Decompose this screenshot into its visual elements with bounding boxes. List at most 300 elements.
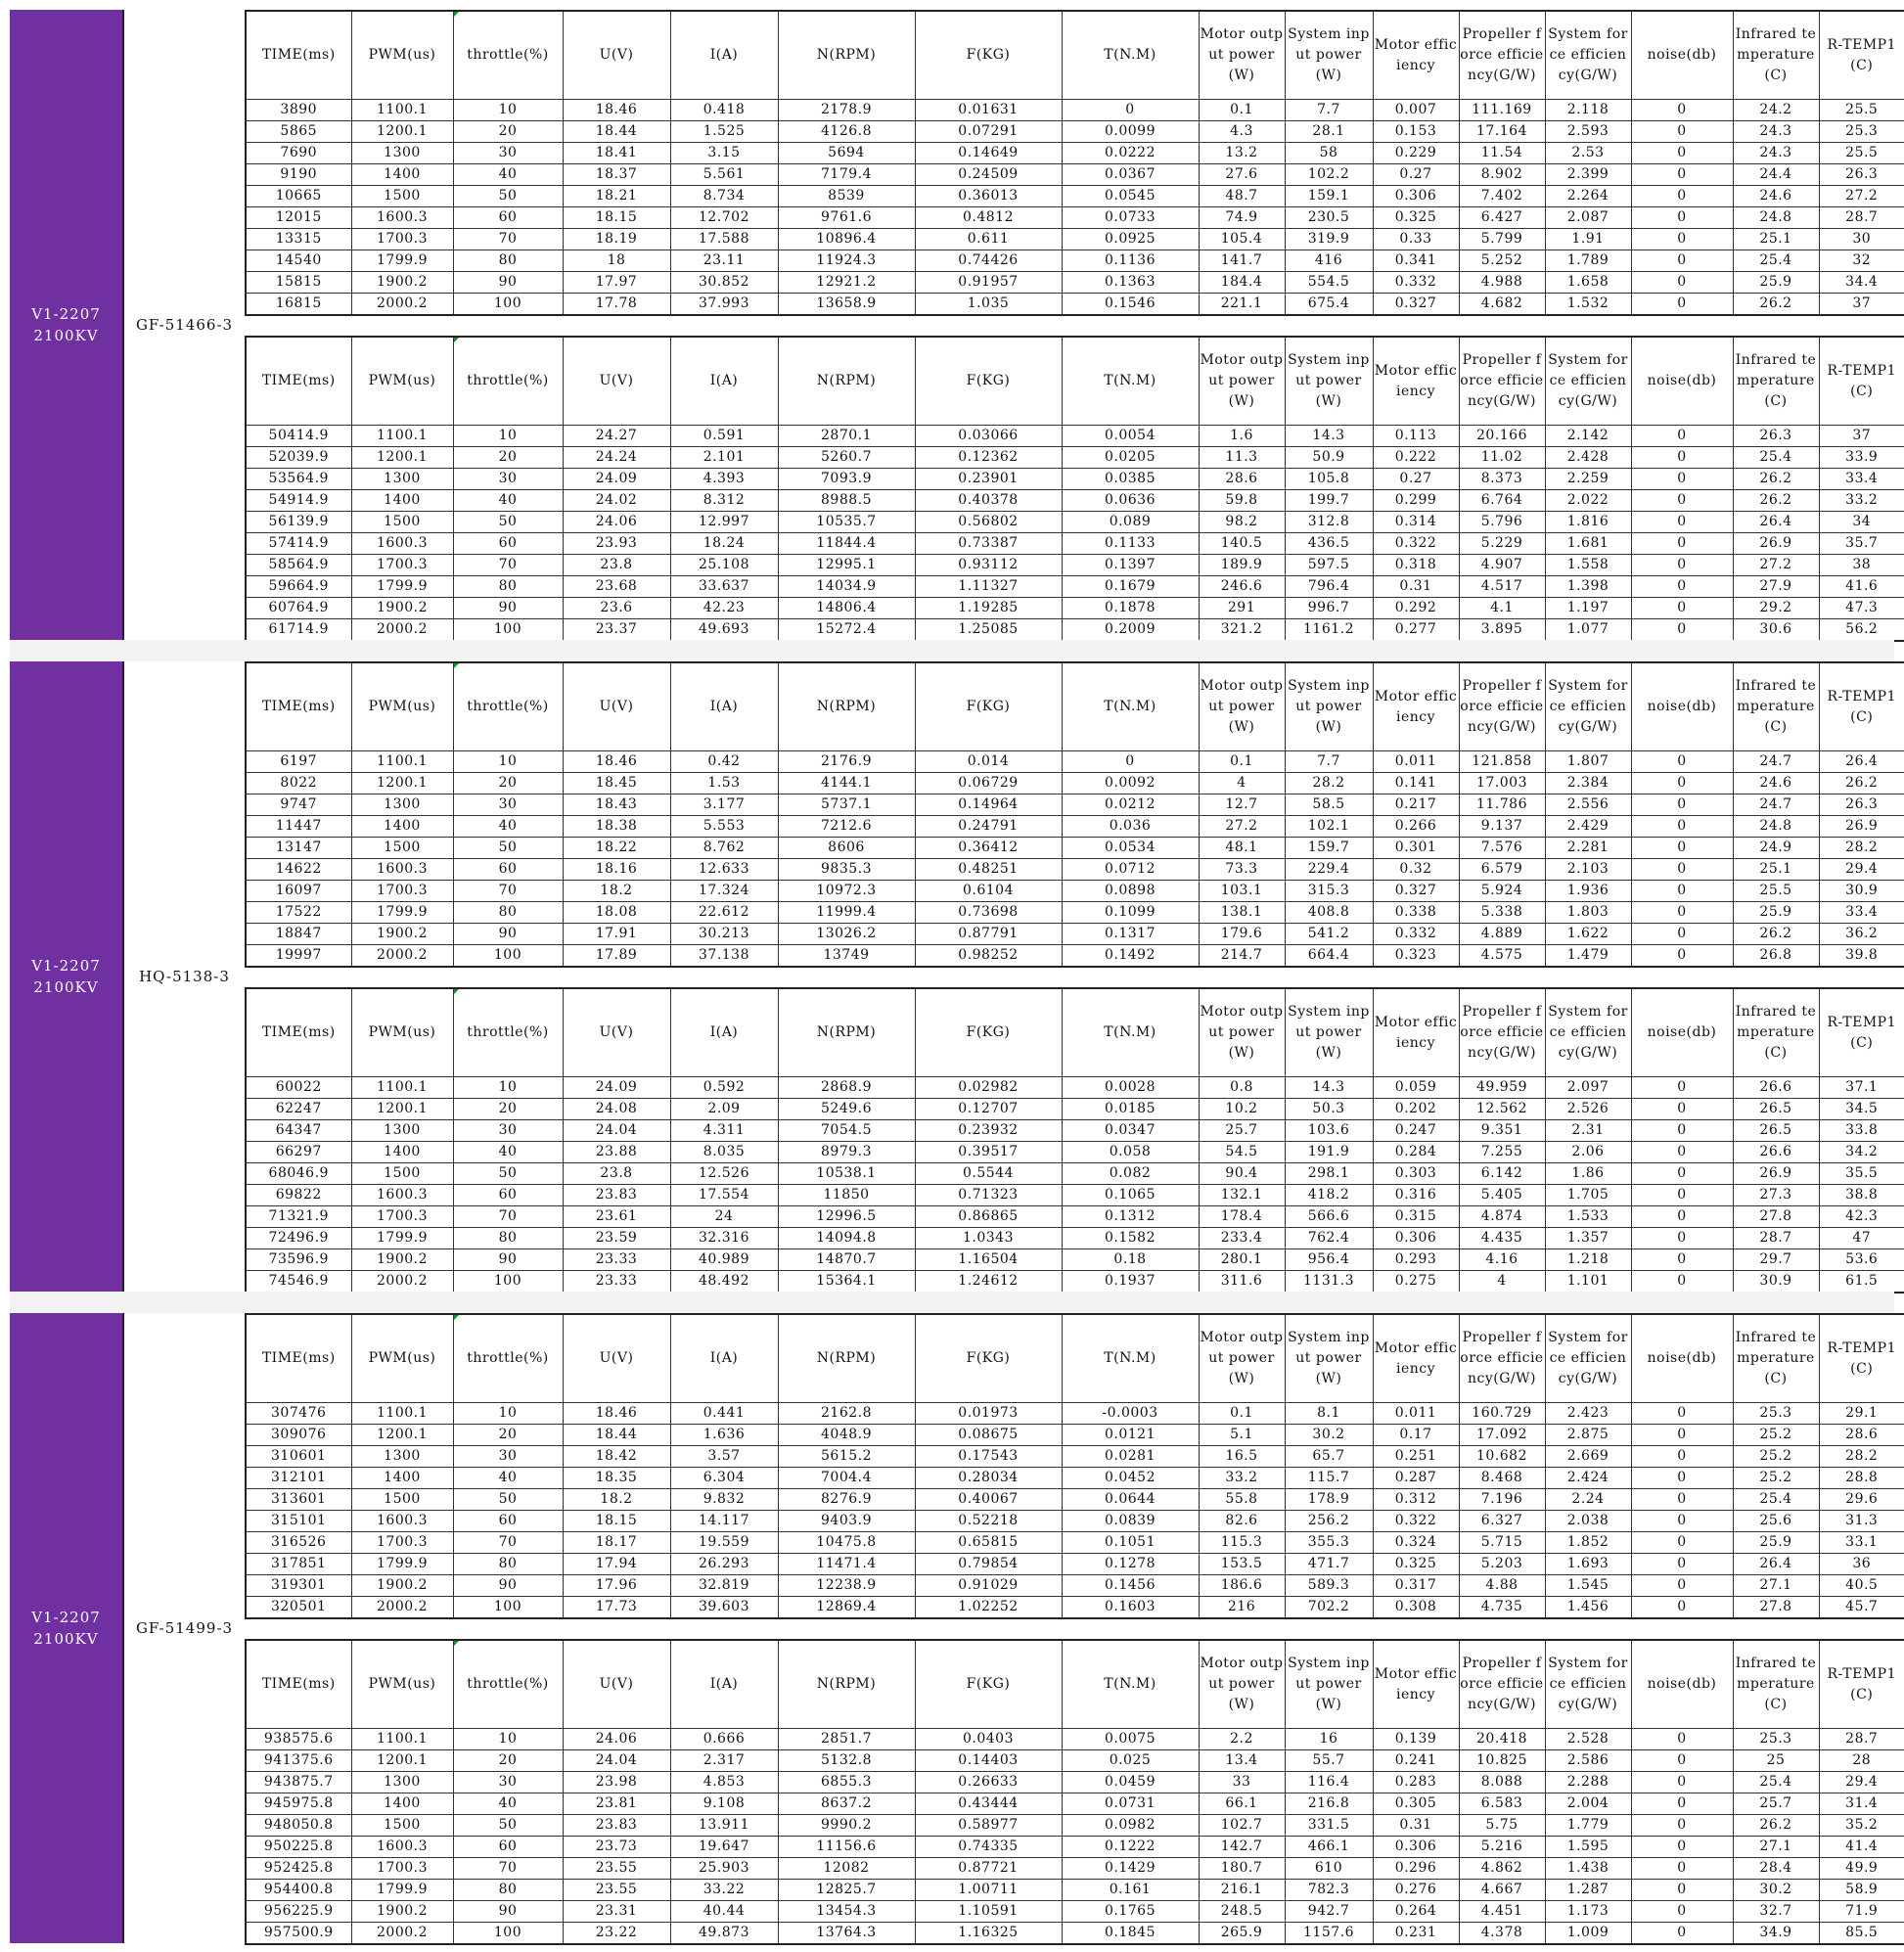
table-cell: 1799.9 (351, 576, 453, 598)
table-cell: 1.101 (1545, 1271, 1631, 1294)
table-cell: 0.277 (1373, 619, 1459, 642)
table-cell: 5.561 (670, 164, 778, 186)
table-cell: 1.705 (1545, 1185, 1631, 1206)
table-cell: 597.5 (1285, 555, 1373, 576)
table-cell: 9990.2 (778, 1815, 915, 1837)
table-cell: 23.61 (563, 1206, 670, 1228)
table-cell: 18.37 (563, 164, 670, 186)
table-row (246, 1793, 1904, 1815)
table-cell: 2.103 (1545, 859, 1631, 881)
table-cell: 54914.9 (246, 490, 351, 512)
table-cell: 1799.9 (351, 1554, 453, 1575)
table-cell: 18.2 (563, 1489, 670, 1511)
table-cell: 1600.3 (351, 1511, 453, 1532)
table-row (246, 1249, 1904, 1271)
column-header: TIME(ms) (246, 1314, 351, 1403)
table-cell: 1.24612 (915, 1271, 1062, 1294)
table-cell: 40 (453, 164, 563, 186)
column-header: T(N.M) (1062, 988, 1199, 1077)
table-row (246, 1729, 1904, 1750)
table-cell: 25.7 (1199, 1120, 1285, 1142)
table-cell: 1700.3 (351, 1858, 453, 1880)
column-header: System input power(W) (1285, 1314, 1373, 1403)
table-cell: 30.213 (670, 924, 778, 945)
table-cell: 19997 (246, 945, 351, 968)
table-cell: 1900.2 (351, 272, 453, 294)
table-cell: 2.264 (1545, 186, 1631, 207)
table-cell: 1.53 (670, 773, 778, 794)
table-cell: 1.807 (1545, 751, 1631, 773)
table-row (246, 902, 1904, 924)
table-cell: 15815 (246, 272, 351, 294)
table-cell: 9747 (246, 794, 351, 816)
table-cell: 0.74426 (915, 250, 1062, 272)
table-cell: 18.15 (563, 1511, 670, 1532)
motor-group (10, 1313, 1894, 1943)
table-cell: 23.33 (563, 1271, 670, 1294)
table-cell: 25 (1733, 1750, 1819, 1772)
table-cell: 554.5 (1285, 272, 1373, 294)
table-cell: 0.0839 (1062, 1511, 1199, 1532)
table-cell: 35.7 (1819, 533, 1904, 555)
table-cell: 39.8 (1819, 945, 1904, 968)
column-header: Motor efficiency (1373, 11, 1459, 100)
table-cell: 0 (1062, 751, 1199, 773)
table-cell: 178.9 (1285, 1489, 1373, 1511)
table-cell: 37.138 (670, 945, 778, 968)
table-cell: 103.1 (1199, 881, 1285, 902)
table-cell: 3.57 (670, 1446, 778, 1468)
table-cell: 0.1492 (1062, 945, 1199, 968)
table-cell: 23.83 (563, 1815, 670, 1837)
table-cell: 0 (1631, 1837, 1733, 1858)
table-cell: 1157.6 (1285, 1923, 1373, 1945)
column-header: PWM(us) (351, 988, 453, 1077)
table-cell: 0.42 (670, 751, 778, 773)
table-cell: 60 (453, 1511, 563, 1532)
table-cell: 7.7 (1285, 751, 1373, 773)
table-cell: 2.118 (1545, 100, 1631, 121)
column-header: R-TEMP1(C) (1819, 662, 1904, 751)
table-cell: 1.525 (670, 121, 778, 143)
table-cell: 0.0075 (1062, 1729, 1199, 1750)
table-cell: 2000.2 (351, 945, 453, 968)
table-cell: 19.559 (670, 1532, 778, 1554)
table-row (246, 1163, 1904, 1185)
column-header: R-TEMP1(C) (1819, 988, 1904, 1077)
table-cell: 1.19285 (915, 598, 1062, 619)
table-cell: 317851 (246, 1554, 351, 1575)
table-cell: 11156.6 (778, 1837, 915, 1858)
table-cell: 0.153 (1373, 121, 1459, 143)
table-cell: 0.6104 (915, 881, 1062, 902)
column-header: U(V) (563, 11, 670, 100)
table-cell: 0.036 (1062, 816, 1199, 838)
table-cell: 1.595 (1545, 1837, 1631, 1858)
table-cell: 18.15 (563, 207, 670, 229)
table-cell: 0.011 (1373, 751, 1459, 773)
table-cell: 24.8 (1733, 207, 1819, 229)
column-header: noise(db) (1631, 337, 1733, 426)
table-cell: 0 (1631, 555, 1733, 576)
table-cell: 121.858 (1459, 751, 1545, 773)
table-cell: 33.4 (1819, 469, 1904, 490)
table-cell: 4.451 (1459, 1901, 1545, 1923)
table-cell: 18.19 (563, 229, 670, 250)
table-cell: 6.579 (1459, 859, 1545, 881)
table-cell: 6197 (246, 751, 351, 773)
table-cell: 0.26633 (915, 1772, 1062, 1793)
table-cell: 55.7 (1285, 1750, 1373, 1772)
table-cell: 12.702 (670, 207, 778, 229)
table-cell: 27.2 (1733, 555, 1819, 576)
table-cell: 17.91 (563, 924, 670, 945)
table-cell: 0.312 (1373, 1489, 1459, 1511)
table-cell: 11.02 (1459, 447, 1545, 469)
table-cell: 0.17543 (915, 1446, 1062, 1468)
table-cell: 956.4 (1285, 1249, 1373, 1271)
table-cell: 39.603 (670, 1597, 778, 1619)
table-cell: 1400 (351, 1793, 453, 1815)
table-row (246, 229, 1904, 250)
table-row (246, 1206, 1904, 1228)
table-cell: 5.553 (670, 816, 778, 838)
table-cell: 24.8 (1733, 816, 1819, 838)
table-cell: 0.71323 (915, 1185, 1062, 1206)
table-cell: 0 (1631, 1575, 1733, 1597)
table-row (246, 447, 1904, 469)
table-row (246, 1750, 1904, 1772)
table-cell: 0.58977 (915, 1815, 1062, 1837)
table-cell: 1500 (351, 512, 453, 533)
column-header: N(RPM) (778, 988, 915, 1077)
table-cell: 32.316 (670, 1228, 778, 1249)
table-cell: 0.5544 (915, 1163, 1062, 1185)
table-cell: 2.53 (1545, 143, 1631, 164)
table-cell: 0.03066 (915, 426, 1062, 447)
column-header: I(A) (670, 337, 778, 426)
table-cell: 2.022 (1545, 490, 1631, 512)
table-cell: 15364.1 (778, 1271, 915, 1294)
column-header: PWM(us) (351, 11, 453, 100)
table-cell: 0.74335 (915, 1837, 1062, 1858)
test-data-table (245, 987, 1904, 1294)
table-cell: 17.092 (1459, 1425, 1545, 1446)
table-cell: 0 (1631, 859, 1733, 881)
table-cell: 24.08 (563, 1099, 670, 1120)
table-cell: 60 (453, 1837, 563, 1858)
table-cell: 0 (1631, 250, 1733, 272)
table-cell: 1799.9 (351, 250, 453, 272)
column-header: Motor output power(W) (1199, 11, 1285, 100)
table-cell: 214.7 (1199, 945, 1285, 968)
table-cell: 0.0545 (1062, 186, 1199, 207)
table-row (246, 1489, 1904, 1511)
table-cell: 280.1 (1199, 1249, 1285, 1271)
table-row (246, 1554, 1904, 1575)
table-row (246, 250, 1904, 272)
header-row (246, 988, 1904, 1077)
column-header: noise(db) (1631, 1640, 1733, 1729)
table-cell: 0.0028 (1062, 1077, 1199, 1099)
table-row (246, 1228, 1904, 1249)
column-header: noise(db) (1631, 988, 1733, 1077)
table-cell: 66.1 (1199, 1793, 1285, 1815)
table-cell: 0.14964 (915, 794, 1062, 816)
table-cell: 4.988 (1459, 272, 1545, 294)
table-cell: 0.059 (1373, 1077, 1459, 1099)
table-cell: 24.6 (1733, 186, 1819, 207)
column-header: F(KG) (915, 1640, 1062, 1729)
table-cell: 0.283 (1373, 1772, 1459, 1793)
table-cell: 23.6 (563, 598, 670, 619)
table-cell: 14.117 (670, 1511, 778, 1532)
table-cell: 37 (1819, 426, 1904, 447)
table-cell: 9835.3 (778, 859, 915, 881)
table-cell: 0 (1631, 1901, 1733, 1923)
table-cell: 2.2 (1199, 1729, 1285, 1750)
table-cell: 0.08675 (915, 1425, 1062, 1446)
group-separator (10, 640, 1894, 661)
table-cell: 13147 (246, 838, 351, 859)
column-header: R-TEMP1(C) (1819, 11, 1904, 100)
table-cell: 1200.1 (351, 1099, 453, 1120)
table-cell: 25.3 (1733, 1403, 1819, 1425)
table-row (246, 164, 1904, 186)
table-cell: 566.6 (1285, 1206, 1373, 1228)
table-cell: 4 (1459, 1271, 1545, 1294)
table-cell: 4 (1199, 773, 1285, 794)
table-cell: 37.1 (1819, 1077, 1904, 1099)
table-cell: 25.4 (1733, 1772, 1819, 1793)
table-cell: 0.299 (1373, 490, 1459, 512)
table-cell: 23.8 (563, 555, 670, 576)
table-cell: 40 (453, 1142, 563, 1163)
table-cell: 11924.3 (778, 250, 915, 272)
table-row (246, 294, 1904, 316)
table-cell: 18.21 (563, 186, 670, 207)
table-cell: 9403.9 (778, 1511, 915, 1532)
table-cell: 90 (453, 924, 563, 945)
table-cell: 26.9 (1733, 1163, 1819, 1185)
table-cell: 100 (453, 1597, 563, 1619)
column-header: N(RPM) (778, 662, 915, 751)
table-cell: 1.218 (1545, 1249, 1631, 1271)
table-row (246, 490, 1904, 512)
table-cell: 61.5 (1819, 1271, 1904, 1294)
table-cell: 0.98252 (915, 945, 1062, 968)
table-cell: 25.2 (1733, 1468, 1819, 1489)
table-cell: 0.592 (670, 1077, 778, 1099)
table-cell: 18.2 (563, 881, 670, 902)
table-cell: 307476 (246, 1403, 351, 1425)
table-cell: 20 (453, 1099, 563, 1120)
table-cell: 0.43444 (915, 1793, 1062, 1815)
table-row (246, 859, 1904, 881)
table-cell: 0.222 (1373, 447, 1459, 469)
table-cell: 59.8 (1199, 490, 1285, 512)
table-cell: 53564.9 (246, 469, 351, 490)
table-cell: 471.7 (1285, 1554, 1373, 1575)
table-cell: 25.9 (1733, 272, 1819, 294)
table-cell: 70 (453, 229, 563, 250)
table-cell: 33.4 (1819, 902, 1904, 924)
table-cell: 29.6 (1819, 1489, 1904, 1511)
table-cell: 0.264 (1373, 1901, 1459, 1923)
table-cell: 29.7 (1733, 1249, 1819, 1271)
table-cell: 0 (1631, 945, 1733, 968)
header-row (246, 1314, 1904, 1403)
table-cell: 1900.2 (351, 1249, 453, 1271)
table-cell: 2851.7 (778, 1729, 915, 1750)
table-row (246, 207, 1904, 229)
table-cell: 216.8 (1285, 1793, 1373, 1815)
table-cell: 0.591 (670, 426, 778, 447)
table-cell: 1300 (351, 794, 453, 816)
table-cell: 100 (453, 1271, 563, 1294)
table-cell: 29.4 (1819, 859, 1904, 881)
table-cell: 0.332 (1373, 924, 1459, 945)
table-cell: 50 (453, 838, 563, 859)
table-cell: 25.5 (1733, 881, 1819, 902)
table-cell: 0.316 (1373, 1185, 1459, 1206)
table-cell: 160.729 (1459, 1403, 1545, 1425)
table-cell: 6.583 (1459, 1793, 1545, 1815)
table-cell: 30 (1819, 229, 1904, 250)
table-row (246, 533, 1904, 555)
table-cell: 41.6 (1819, 576, 1904, 598)
table-cell: 0.40378 (915, 490, 1062, 512)
table-cell: 956225.9 (246, 1901, 351, 1923)
table-cell: 0.325 (1373, 207, 1459, 229)
table-cell: 311.6 (1199, 1271, 1285, 1294)
column-header: TIME(ms) (246, 11, 351, 100)
table-cell: 18.22 (563, 838, 670, 859)
table-cell: 18.46 (563, 100, 670, 121)
table-cell: 35.5 (1819, 1163, 1904, 1185)
table-cell: 23.55 (563, 1880, 670, 1901)
table-cell: 25.1 (1733, 229, 1819, 250)
table-cell: 0.441 (670, 1403, 778, 1425)
table-cell: 0.73387 (915, 533, 1062, 555)
table-cell: 7.576 (1459, 838, 1545, 859)
table-cell: 27.2 (1819, 186, 1904, 207)
table-cell: 5249.6 (778, 1099, 915, 1120)
table-cell: 1.456 (1545, 1597, 1631, 1619)
column-header: N(RPM) (778, 1314, 915, 1403)
table-cell: 0.113 (1373, 426, 1459, 447)
table-cell: 13.911 (670, 1815, 778, 1837)
column-header: Infrared temperature(C) (1733, 11, 1819, 100)
table-cell: 2868.9 (778, 1077, 915, 1099)
table-cell: 56.2 (1819, 619, 1904, 642)
table-cell: 24.3 (1733, 121, 1819, 143)
table-cell: 6.142 (1459, 1163, 1545, 1185)
table-cell: 7004.4 (778, 1468, 915, 1489)
table-cell: 5.799 (1459, 229, 1545, 250)
table-row (246, 1271, 1904, 1294)
table-cell: 702.2 (1285, 1597, 1373, 1619)
table-cell: 10.682 (1459, 1446, 1545, 1468)
column-header: System input power(W) (1285, 1640, 1373, 1729)
table-cell: 24.02 (563, 490, 670, 512)
table-cell: 0.0636 (1062, 490, 1199, 512)
table-cell: 0.1051 (1062, 1532, 1199, 1554)
table-cell: 34.2 (1819, 1142, 1904, 1163)
table-row (246, 751, 1904, 773)
table-cell: 100 (453, 945, 563, 968)
table-cell: 27.1 (1733, 1575, 1819, 1597)
table-cell: 1100.1 (351, 1729, 453, 1750)
column-header: PWM(us) (351, 1640, 453, 1729)
table-cell: 7093.9 (778, 469, 915, 490)
table-cell: 0.31 (1373, 576, 1459, 598)
table-cell: 2.528 (1545, 1729, 1631, 1750)
table-cell: 0.284 (1373, 1142, 1459, 1163)
table-cell: 2.004 (1545, 1793, 1631, 1815)
column-header: TIME(ms) (246, 662, 351, 751)
table-row (246, 598, 1904, 619)
table-cell: 0.308 (1373, 1597, 1459, 1619)
table-cell: 45.7 (1819, 1597, 1904, 1619)
table-cell: 105.8 (1285, 469, 1373, 490)
column-header: Infrared temperature(C) (1733, 662, 1819, 751)
table-cell: 0.322 (1373, 533, 1459, 555)
table-cell: 24.24 (563, 447, 670, 469)
table-cell: 56139.9 (246, 512, 351, 533)
table-cell: 0 (1631, 1532, 1733, 1554)
column-header: Motor efficiency (1373, 1314, 1459, 1403)
table-cell: 26.2 (1733, 469, 1819, 490)
table-cell: 18.46 (563, 751, 670, 773)
table-cell: 12825.7 (778, 1880, 915, 1901)
table-row (246, 1403, 1904, 1425)
table-cell: 0.0731 (1062, 1793, 1199, 1815)
table-cell: 0.27 (1373, 164, 1459, 186)
column-header: U(V) (563, 662, 670, 751)
table-cell: 0 (1631, 1554, 1733, 1575)
table-cell: 1799.9 (351, 1880, 453, 1901)
table-cell: 0.1397 (1062, 555, 1199, 576)
table-cell: 5615.2 (778, 1446, 915, 1468)
table-cell: 0.007 (1373, 100, 1459, 121)
table-cell: 24.7 (1733, 794, 1819, 816)
table-cell: 2.593 (1545, 121, 1631, 143)
table-cell: 9761.6 (778, 207, 915, 229)
table-cell: 24.27 (563, 426, 670, 447)
table-cell: 25.6 (1733, 1511, 1819, 1532)
table-cell: 90.4 (1199, 1163, 1285, 1185)
column-header: TIME(ms) (246, 337, 351, 426)
table-cell: 996.7 (1285, 598, 1373, 619)
table-cell: 5.715 (1459, 1532, 1545, 1554)
table-cell: 5132.8 (778, 1750, 915, 1772)
table-cell: 29.1 (1819, 1403, 1904, 1425)
table-cell: 17.003 (1459, 773, 1545, 794)
table-cell: 23.68 (563, 576, 670, 598)
table-cell: 27.3 (1733, 1185, 1819, 1206)
table-cell: 26.4 (1733, 1554, 1819, 1575)
table-cell: 12.7 (1199, 794, 1285, 816)
table-cell: 30 (453, 1446, 563, 1468)
table-cell: 10 (453, 100, 563, 121)
table-cell: 2.556 (1545, 794, 1631, 816)
column-header: Propeller force efficiency(G/W) (1459, 988, 1545, 1077)
table-cell: 19.647 (670, 1837, 778, 1858)
table-cell: 105.4 (1199, 229, 1285, 250)
table-cell: 1300 (351, 469, 453, 490)
table-cell: 24.09 (563, 469, 670, 490)
